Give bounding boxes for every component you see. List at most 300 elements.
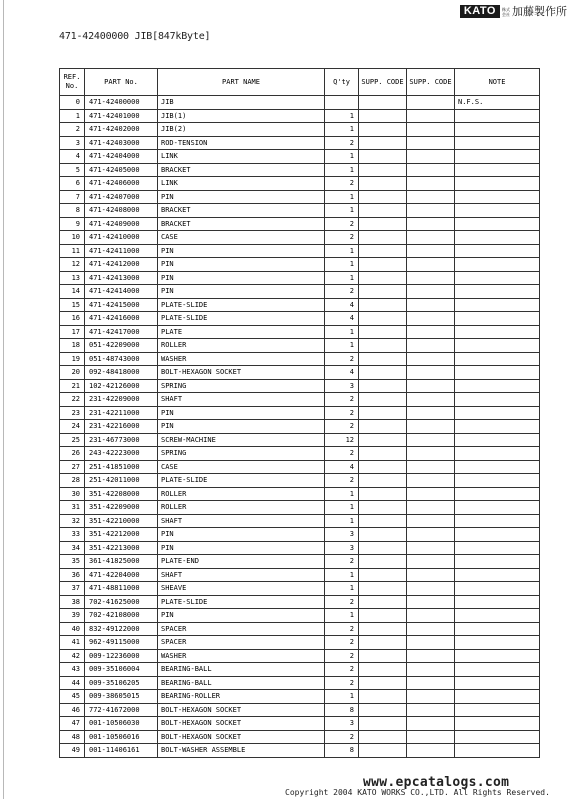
cell-ref: 11 (60, 244, 85, 258)
cell-qty: 1 (325, 163, 359, 177)
cell-part-no: 471-42412000 (85, 258, 158, 272)
cell-part-no: 772-41672000 (85, 703, 158, 717)
cell-qty: 2 (325, 447, 359, 461)
cell-supp-code-2 (407, 298, 455, 312)
cell-ref: 16 (60, 312, 85, 326)
cell-part-name: BEARING-ROLLER (158, 690, 325, 704)
cell-supp-code-2 (407, 501, 455, 515)
cell-note (455, 528, 540, 542)
cell-note (455, 150, 540, 164)
cell-ref: 7 (60, 190, 85, 204)
cell-qty: 3 (325, 717, 359, 731)
cell-note (455, 244, 540, 258)
cell-supp-code-2 (407, 406, 455, 420)
kato-brand-logo (460, 5, 567, 18)
cell-supp-code-2 (407, 568, 455, 582)
col-header-supp-code-2: SUPP. CODE (407, 69, 455, 96)
table-row (60, 379, 540, 393)
cell-qty: 2 (325, 217, 359, 231)
cell-supp-code-1 (359, 393, 407, 407)
cell-part-no: 702-42108000 (85, 609, 158, 623)
cell-ref: 24 (60, 420, 85, 434)
cell-supp-code-2 (407, 190, 455, 204)
cell-part-name: SPACER (158, 622, 325, 636)
cell-ref: 36 (60, 568, 85, 582)
cell-part-name: BRACKET (158, 204, 325, 218)
cell-part-no: 251-41851000 (85, 460, 158, 474)
table-row (60, 136, 540, 150)
cell-note (455, 717, 540, 731)
cell-supp-code-1 (359, 285, 407, 299)
cell-supp-code-2 (407, 258, 455, 272)
cell-supp-code-1 (359, 339, 407, 353)
cell-note (455, 622, 540, 636)
cell-part-name: SPRING (158, 379, 325, 393)
cell-ref: 49 (60, 744, 85, 758)
cell-supp-code-2 (407, 447, 455, 461)
cell-part-name: BOLT-WASHER ASSEMBLE (158, 744, 325, 758)
cell-part-no: 351-42209000 (85, 501, 158, 515)
cell-supp-code-1 (359, 622, 407, 636)
cell-part-name: LINK (158, 150, 325, 164)
kato-japanese-name: 加藤製作所 (512, 5, 567, 18)
cell-part-no: 471-42415000 (85, 298, 158, 312)
cell-ref: 18 (60, 339, 85, 353)
cell-ref: 12 (60, 258, 85, 272)
cell-supp-code-2 (407, 595, 455, 609)
cell-qty: 4 (325, 366, 359, 380)
cell-supp-code-1 (359, 703, 407, 717)
cell-qty: 2 (325, 177, 359, 191)
cell-part-no: 471-42404000 (85, 150, 158, 164)
table-row (60, 730, 540, 744)
cell-qty: 2 (325, 474, 359, 488)
cell-ref: 40 (60, 622, 85, 636)
table-row (60, 582, 540, 596)
cell-ref: 31 (60, 501, 85, 515)
cell-part-no: 471-42402000 (85, 123, 158, 137)
table-row (60, 474, 540, 488)
cell-part-no: 471-42400000 (85, 96, 158, 110)
cell-note (455, 703, 540, 717)
cell-note (455, 393, 540, 407)
cell-part-name: SCREW-MACHINE (158, 433, 325, 447)
cell-note (455, 474, 540, 488)
cell-ref: 26 (60, 447, 85, 461)
cell-qty: 1 (325, 609, 359, 623)
cell-part-no: 471-42204000 (85, 568, 158, 582)
cell-supp-code-1 (359, 528, 407, 542)
table-row (60, 676, 540, 690)
cell-supp-code-1 (359, 406, 407, 420)
cell-qty: 2 (325, 136, 359, 150)
cell-supp-code-2 (407, 109, 455, 123)
cell-part-no: 832-49122000 (85, 622, 158, 636)
cell-qty: 3 (325, 379, 359, 393)
cell-note (455, 730, 540, 744)
cell-note (455, 487, 540, 501)
cell-qty: 2 (325, 649, 359, 663)
cell-qty: 2 (325, 663, 359, 677)
cell-part-no: 009-35106205 (85, 676, 158, 690)
cell-part-name: PIN (158, 528, 325, 542)
cell-note (455, 555, 540, 569)
cell-part-no: 471-42409000 (85, 217, 158, 231)
cell-part-name: SPRING (158, 447, 325, 461)
cell-part-no: 009-35106004 (85, 663, 158, 677)
cell-part-no: 243-42223000 (85, 447, 158, 461)
cell-part-name: WASHER (158, 352, 325, 366)
cell-part-name: BEARING-BALL (158, 663, 325, 677)
cell-note (455, 379, 540, 393)
cell-supp-code-1 (359, 487, 407, 501)
table-row (60, 528, 540, 542)
cell-qty: 1 (325, 258, 359, 272)
cell-qty: 1 (325, 690, 359, 704)
cell-supp-code-2 (407, 717, 455, 731)
cell-note (455, 433, 540, 447)
cell-supp-code-2 (407, 541, 455, 555)
cell-supp-code-1 (359, 514, 407, 528)
cell-qty: 2 (325, 393, 359, 407)
table-row (60, 150, 540, 164)
cell-supp-code-2 (407, 285, 455, 299)
cell-supp-code-1 (359, 690, 407, 704)
cell-qty: 12 (325, 433, 359, 447)
table-row (60, 163, 540, 177)
cell-part-no: 231-42216000 (85, 420, 158, 434)
table-row (60, 433, 540, 447)
cell-supp-code-1 (359, 150, 407, 164)
cell-qty: 2 (325, 595, 359, 609)
cell-part-no: 009-38605015 (85, 690, 158, 704)
cell-note (455, 204, 540, 218)
cell-part-name: BRACKET (158, 163, 325, 177)
cell-ref: 45 (60, 690, 85, 704)
cell-supp-code-2 (407, 325, 455, 339)
cell-supp-code-2 (407, 420, 455, 434)
cell-supp-code-2 (407, 231, 455, 245)
cell-qty: 1 (325, 568, 359, 582)
cell-part-name: PLATE-END (158, 555, 325, 569)
cell-part-no: 471-42411000 (85, 244, 158, 258)
cell-supp-code-1 (359, 501, 407, 515)
cell-part-name: CASE (158, 460, 325, 474)
cell-supp-code-2 (407, 744, 455, 758)
table-row (60, 717, 540, 731)
table-row (60, 595, 540, 609)
cell-supp-code-2 (407, 514, 455, 528)
cell-qty: 1 (325, 204, 359, 218)
cell-ref: 22 (60, 393, 85, 407)
cell-part-no: 351-42210000 (85, 514, 158, 528)
table-row (60, 123, 540, 137)
cell-part-name: CASE (158, 231, 325, 245)
cell-supp-code-1 (359, 609, 407, 623)
cell-ref: 1 (60, 109, 85, 123)
cell-part-name: LINK (158, 177, 325, 191)
page-left-border (3, 0, 4, 799)
cell-supp-code-1 (359, 474, 407, 488)
cell-ref: 15 (60, 298, 85, 312)
cell-supp-code-1 (359, 123, 407, 137)
cell-part-no: 471-42407000 (85, 190, 158, 204)
cell-ref: 34 (60, 541, 85, 555)
cell-ref: 13 (60, 271, 85, 285)
col-header-supp-code-1: SUPP. CODE (359, 69, 407, 96)
cell-ref: 21 (60, 379, 85, 393)
cell-note (455, 325, 540, 339)
cell-supp-code-2 (407, 663, 455, 677)
table-row (60, 204, 540, 218)
cell-supp-code-1 (359, 595, 407, 609)
table-row (60, 339, 540, 353)
table-row (60, 514, 540, 528)
cell-part-name: ROLLER (158, 501, 325, 515)
cell-qty: 2 (325, 420, 359, 434)
cell-qty: 1 (325, 244, 359, 258)
cell-part-name: PIN (158, 406, 325, 420)
cell-supp-code-2 (407, 487, 455, 501)
cell-note (455, 649, 540, 663)
cell-part-no: 051-48743000 (85, 352, 158, 366)
cell-part-name: ROD-TENSION (158, 136, 325, 150)
cell-qty: 4 (325, 298, 359, 312)
cell-supp-code-2 (407, 312, 455, 326)
cell-qty: 1 (325, 582, 359, 596)
table-row (60, 568, 540, 582)
table-row (60, 447, 540, 461)
cell-note (455, 663, 540, 677)
cell-part-no: 471-42417000 (85, 325, 158, 339)
cell-note (455, 217, 540, 231)
cell-supp-code-1 (359, 663, 407, 677)
cell-supp-code-1 (359, 379, 407, 393)
cell-part-no: 471-42416000 (85, 312, 158, 326)
cell-supp-code-1 (359, 447, 407, 461)
cell-note (455, 271, 540, 285)
parts-table-body (60, 96, 540, 758)
cell-part-no: 471-42408000 (85, 204, 158, 218)
table-row (60, 312, 540, 326)
cell-ref: 44 (60, 676, 85, 690)
cell-supp-code-2 (407, 636, 455, 650)
cell-supp-code-2 (407, 339, 455, 353)
cell-note (455, 312, 540, 326)
cell-supp-code-1 (359, 96, 407, 110)
cell-supp-code-1 (359, 163, 407, 177)
cell-supp-code-1 (359, 676, 407, 690)
cell-note (455, 298, 540, 312)
cell-part-no: 702-41625000 (85, 595, 158, 609)
kato-logo-subtext (502, 7, 510, 17)
table-row (60, 96, 540, 110)
cell-supp-code-2 (407, 204, 455, 218)
cell-part-name: PIN (158, 271, 325, 285)
cell-supp-code-1 (359, 568, 407, 582)
cell-note (455, 595, 540, 609)
cell-part-no: 351-42208000 (85, 487, 158, 501)
cell-ref: 20 (60, 366, 85, 380)
table-row (60, 690, 540, 704)
cell-supp-code-1 (359, 204, 407, 218)
cell-qty: 2 (325, 352, 359, 366)
table-row (60, 487, 540, 501)
cell-qty: 4 (325, 460, 359, 474)
cell-part-name: BRACKET (158, 217, 325, 231)
col-header-qty: Q'ty (325, 69, 359, 96)
cell-qty: 1 (325, 325, 359, 339)
cell-qty: 2 (325, 231, 359, 245)
cell-ref: 14 (60, 285, 85, 299)
cell-supp-code-1 (359, 555, 407, 569)
cell-note (455, 568, 540, 582)
cell-part-name: SHEAVE (158, 582, 325, 596)
table-row (60, 541, 540, 555)
cell-note (455, 636, 540, 650)
cell-qty: 1 (325, 190, 359, 204)
cell-ref: 19 (60, 352, 85, 366)
cell-supp-code-1 (359, 312, 407, 326)
cell-supp-code-1 (359, 366, 407, 380)
cell-ref: 4 (60, 150, 85, 164)
cell-ref: 0 (60, 96, 85, 110)
cell-ref: 10 (60, 231, 85, 245)
parts-table (59, 68, 540, 758)
cell-note (455, 285, 540, 299)
cell-supp-code-2 (407, 96, 455, 110)
cell-ref: 6 (60, 177, 85, 191)
cell-supp-code-1 (359, 231, 407, 245)
cell-ref: 47 (60, 717, 85, 731)
cell-part-name: JIB(2) (158, 123, 325, 137)
cell-part-no: 092-48418000 (85, 366, 158, 380)
cell-ref: 38 (60, 595, 85, 609)
col-header-ref: REF. No. (60, 69, 85, 96)
cell-note (455, 406, 540, 420)
cell-note (455, 609, 540, 623)
cell-part-name: PIN (158, 541, 325, 555)
cell-part-no: 471-42414000 (85, 285, 158, 299)
cell-supp-code-1 (359, 717, 407, 731)
cell-supp-code-1 (359, 177, 407, 191)
cell-note: N.F.S. (455, 96, 540, 110)
cell-supp-code-1 (359, 352, 407, 366)
cell-qty: 1 (325, 150, 359, 164)
cell-note (455, 690, 540, 704)
cell-ref: 33 (60, 528, 85, 542)
cell-supp-code-1 (359, 433, 407, 447)
cell-part-name: JIB (158, 96, 325, 110)
cell-part-name: WASHER (158, 649, 325, 663)
cell-part-no: 471-48811000 (85, 582, 158, 596)
table-row (60, 501, 540, 515)
cell-ref: 35 (60, 555, 85, 569)
cell-supp-code-2 (407, 555, 455, 569)
cell-ref: 32 (60, 514, 85, 528)
cell-part-name: PIN (158, 420, 325, 434)
table-row (60, 298, 540, 312)
cell-part-name: SHAFT (158, 568, 325, 582)
table-row (60, 190, 540, 204)
cell-ref: 39 (60, 609, 85, 623)
cell-note (455, 352, 540, 366)
cell-note (455, 190, 540, 204)
cell-supp-code-2 (407, 150, 455, 164)
table-row (60, 393, 540, 407)
table-row (60, 744, 540, 758)
cell-part-no: 351-42212000 (85, 528, 158, 542)
table-row (60, 325, 540, 339)
cell-qty: 1 (325, 514, 359, 528)
cell-part-no: 361-41825000 (85, 555, 158, 569)
cell-part-name: PIN (158, 258, 325, 272)
table-row (60, 177, 540, 191)
cell-qty: 2 (325, 555, 359, 569)
cell-qty: 2 (325, 622, 359, 636)
table-row (60, 366, 540, 380)
cell-part-name: PIN (158, 285, 325, 299)
cell-supp-code-2 (407, 582, 455, 596)
cell-qty: 8 (325, 744, 359, 758)
cell-part-no: 102-42126000 (85, 379, 158, 393)
table-row (60, 663, 540, 677)
cell-part-no: 471-42406000 (85, 177, 158, 191)
cell-part-no: 001-10506016 (85, 730, 158, 744)
cell-supp-code-2 (407, 366, 455, 380)
cell-part-no: 051-42209000 (85, 339, 158, 353)
table-row (60, 703, 540, 717)
cell-part-no: 351-42213000 (85, 541, 158, 555)
cell-part-no: 231-46773000 (85, 433, 158, 447)
cell-part-name: BOLT-HEXAGON SOCKET (158, 717, 325, 731)
cell-part-no: 231-42211000 (85, 406, 158, 420)
cell-supp-code-1 (359, 258, 407, 272)
cell-qty: 1 (325, 339, 359, 353)
cell-supp-code-1 (359, 136, 407, 150)
cell-part-name: PLATE-SLIDE (158, 474, 325, 488)
table-row (60, 460, 540, 474)
cell-note (455, 123, 540, 137)
cell-part-no: 471-42403000 (85, 136, 158, 150)
watermark-url: www.epcatalogs.com (363, 775, 510, 790)
col-header-part-name: PART NAME (158, 69, 325, 96)
cell-supp-code-2 (407, 271, 455, 285)
cell-note (455, 420, 540, 434)
cell-supp-code-2 (407, 393, 455, 407)
cell-supp-code-2 (407, 703, 455, 717)
cell-note (455, 231, 540, 245)
document-title: 471-42400000 JIB[847kByte] (59, 31, 211, 42)
col-header-part-no: PART No. (85, 69, 158, 96)
table-row (60, 271, 540, 285)
cell-supp-code-2 (407, 730, 455, 744)
cell-supp-code-2 (407, 217, 455, 231)
cell-note (455, 177, 540, 191)
table-row (60, 649, 540, 663)
cell-supp-code-1 (359, 460, 407, 474)
cell-supp-code-2 (407, 123, 455, 137)
cell-qty: 1 (325, 501, 359, 515)
cell-part-name: SPACER (158, 636, 325, 650)
table-row (60, 555, 540, 569)
cell-part-name: BOLT-HEXAGON SOCKET (158, 366, 325, 380)
cell-part-name: SHAFT (158, 514, 325, 528)
cell-ref: 46 (60, 703, 85, 717)
cell-supp-code-2 (407, 433, 455, 447)
cell-note (455, 460, 540, 474)
cell-ref: 23 (60, 406, 85, 420)
